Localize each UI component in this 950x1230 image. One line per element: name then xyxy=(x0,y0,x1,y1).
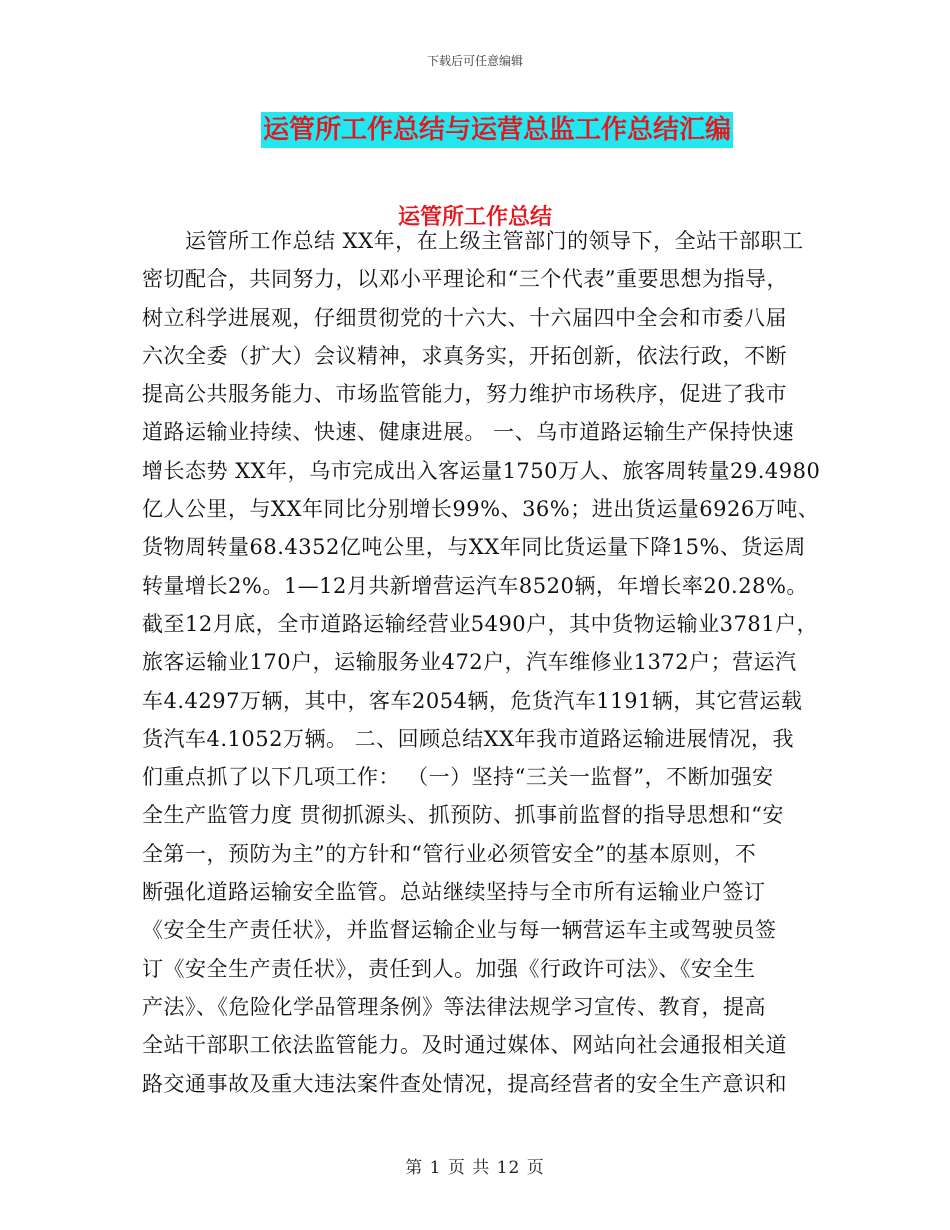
body-line: 全第一，预防为主”的方针和“管行业必须管安全”的基本原则，不 xyxy=(142,841,757,866)
body-line: 全站干部职工依法监管能力。及时通过媒体、网站向社会通报相关道 xyxy=(142,1033,787,1058)
header-note: 下载后可任意编辑 xyxy=(426,54,523,68)
body-line: 货物周转量68.4352亿吨公里，与XX年同比货运量下降15%、货运周 xyxy=(142,535,806,560)
document-title-container xyxy=(0,112,950,148)
body-line: 亿人公里，与XX年同比分别增长99%、36%；进出货运量6926万吨、 xyxy=(142,497,820,522)
body-line: 路交通事故及重大违法案件查处情况，提高经营者的安全生产意识和 xyxy=(142,1071,787,1096)
body-line: 订《安全生产责任状》，责任到人。加强《行政许可法》、《安全生 xyxy=(142,956,756,981)
body-line: 全生产监管力度 贯彻抓源头、抓预防、抓事前监督的指导思想和“安 xyxy=(142,803,784,828)
body-line: 断强化道路运输安全监管。总站继续坚持与全市所有运输业户签订 xyxy=(142,880,766,905)
body-line: 提高公共服务能力、市场监管能力，努力维护市场秩序，促进了我市 xyxy=(142,382,787,407)
body-line: 密切配合，共同努力，以邓小平理论和“三个代表”重要思想为指导， xyxy=(142,267,788,292)
body-line: 树立科学进展观，仔细贯彻党的十六大、十六届四中全会和市委八届 xyxy=(142,305,787,330)
body-line: 截至12月底，全市道路运输经营业5490户，其中货物运输业3781户， xyxy=(142,611,819,636)
body-line: 增长态势 XX年，乌市完成出入客运量1750万人、旅客周转量29.4980 xyxy=(142,458,821,483)
body-line: 道路运输业持续、快速、健康进展。 一、乌市道路运输生产保持快速 xyxy=(142,420,795,445)
body-line: 产法》、《危险化学品管理条例》等法律法规学习宣传、教育，提高 xyxy=(142,994,766,1019)
page-number: 第 1 页 共 12 页 xyxy=(405,1158,545,1178)
body-line: 转量增长2%。1—12月共新增营运汽车8520辆，年增长率20.28%。 xyxy=(142,573,808,598)
body-line: 《安全生产责任状》，并监督运输企业与每一辆营运车主或驾驶员签 xyxy=(142,918,777,943)
section-title: 运管所工作总结 xyxy=(397,204,552,230)
body-line: 货汽车4.1052万辆。 二、回顾总结XX年我市道路运输进展情况，我 xyxy=(142,726,795,751)
body-line: 们重点抓了以下几项工作： （一）坚持“三关一监督”，不断加强安 xyxy=(142,765,774,790)
body-line: 运管所工作总结 XX年，在上级主管部门的领导下，全站干部职工 xyxy=(142,229,804,253)
body-line: 六次全委（扩大）会议精神，求真务实，开拓创新，依法行政，不断 xyxy=(142,343,787,368)
body-line: 旅客运输业170户，运输服务业472户，汽车维修业1372户；营运汽 xyxy=(142,650,797,675)
document-title: 运管所工作总结与运营总监工作总结汇编 xyxy=(261,112,733,148)
body-line: 车4.4297万辆，其中，客车2054辆，危货汽车1191辆，其它营运载 xyxy=(142,688,803,713)
body-text xyxy=(142,222,821,1103)
